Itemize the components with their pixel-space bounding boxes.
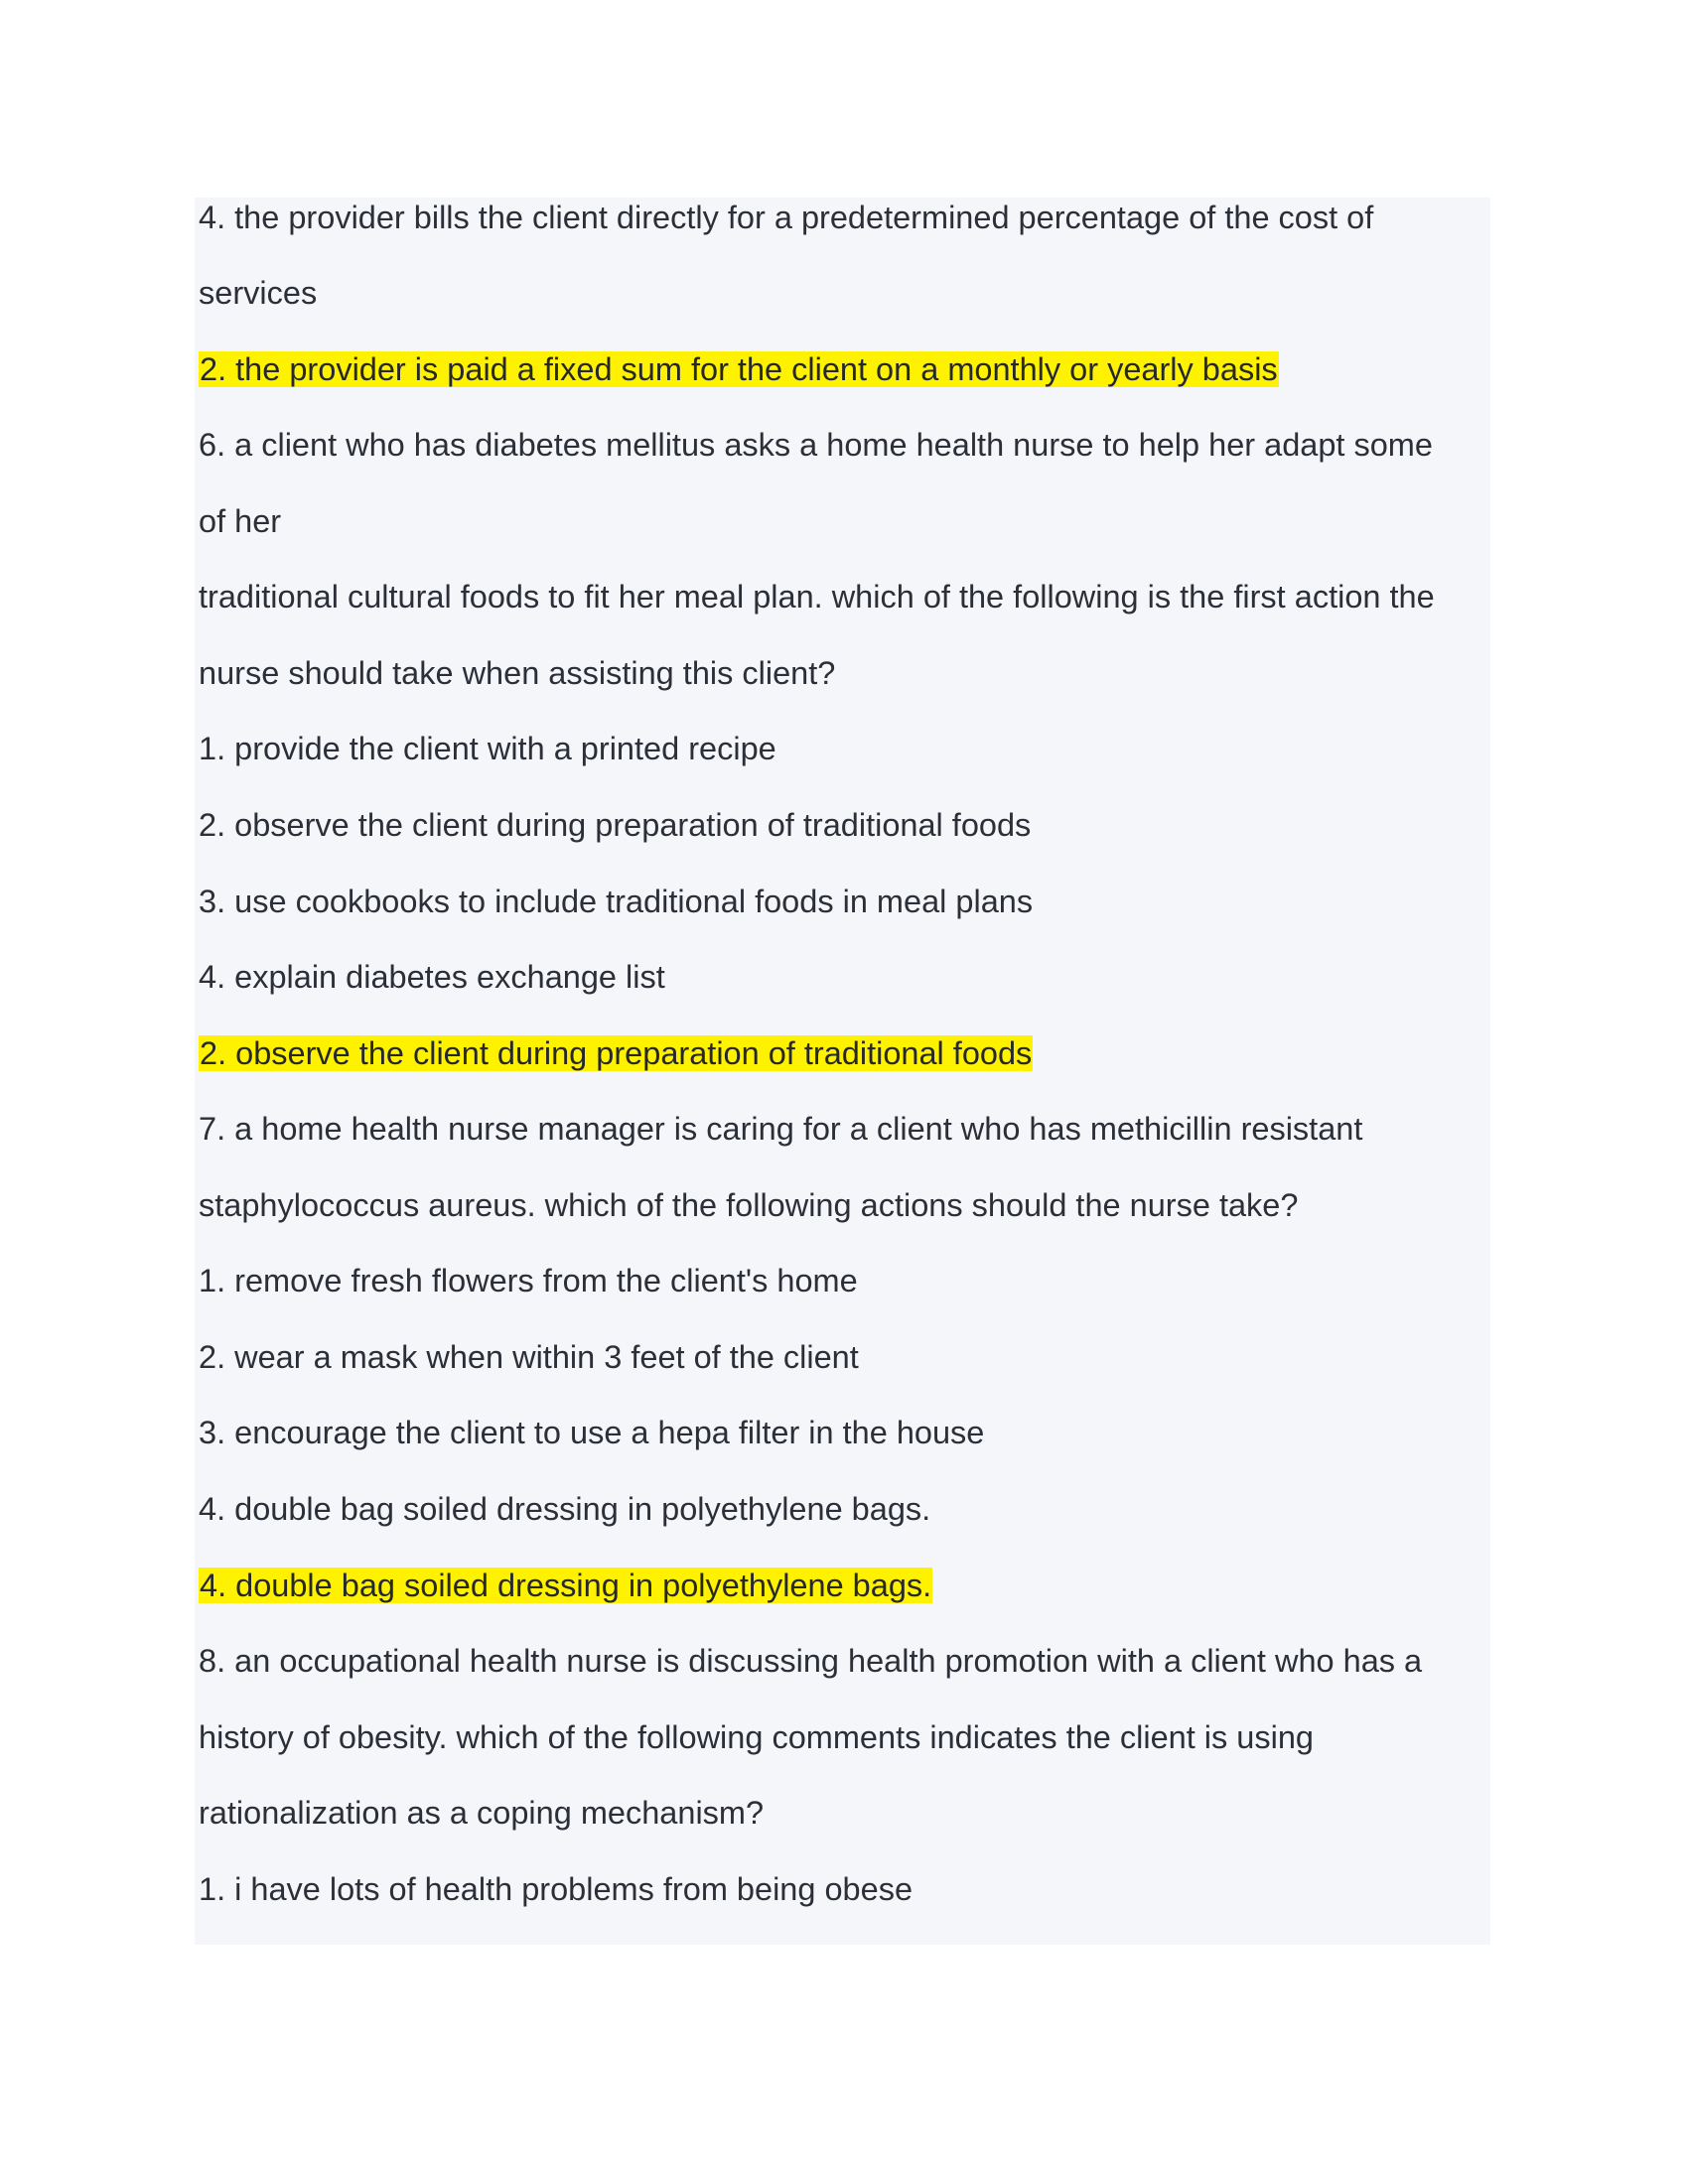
- highlighted-answer-text: 4. double bag soiled dressing in polyethylene bags.: [200, 1568, 932, 1603]
- question-7-line-2: [199, 1185, 1298, 1225]
- question-6-option-4: [199, 957, 665, 997]
- line-text: 2. wear a mask when within 3 feet of the client: [199, 1339, 859, 1375]
- line-text: traditional cultural foods to fit her meal plan. which of the following is the first action the: [199, 579, 1435, 614]
- question-7-option-4: [199, 1489, 930, 1529]
- line-text: 1. i have lots of health problems from being obese: [199, 1871, 914, 1907]
- question-7-option-3: [199, 1413, 984, 1452]
- question-8-line-3: [199, 1793, 764, 1833]
- question-8-line-2: [199, 1717, 1314, 1757]
- line-text: 3. use cookbooks to include traditional foods in meal plans: [199, 884, 1034, 919]
- highlighted-answer: [199, 1033, 1033, 1073]
- question-6-option-1: [199, 729, 776, 768]
- question-8-line-1: [199, 1641, 1422, 1681]
- line-text: services: [199, 275, 318, 311]
- line-text: 4. the provider bills the client directly for a predetermined percentage of the cost of: [199, 200, 1374, 235]
- question-6-line-1: [199, 425, 1433, 465]
- question-6-option-3: [199, 882, 1033, 921]
- line-text: 3. encourage the client to use a hepa filter in the house: [199, 1415, 985, 1450]
- question-8-option-1: [199, 1869, 913, 1909]
- line-text: 2. observe the client during preparation of traditional foods: [199, 807, 1032, 843]
- line-text: rationalization as a coping mechanism?: [199, 1795, 765, 1831]
- text-line-answer-option-4: [199, 198, 1373, 237]
- question-7-line-1: [199, 1109, 1362, 1149]
- question-7-option-2: [199, 1337, 859, 1377]
- line-text: 6. a client who has diabetes mellitus asks a home health nurse to help her adapt some: [199, 427, 1433, 463]
- line-text: 4. double bag soiled dressing in polyethylene bags.: [199, 1491, 931, 1527]
- question-6-line-3: [199, 577, 1435, 616]
- line-text: 4. explain diabetes exchange list: [199, 959, 665, 995]
- question-6-line-4: [199, 653, 835, 693]
- line-text: 1. provide the client with a printed recipe: [199, 731, 776, 766]
- text-line-continuation: [199, 273, 317, 313]
- line-text: history of obesity. which of the following comments indicates the client is using: [199, 1719, 1314, 1755]
- question-7-option-1: [199, 1261, 858, 1300]
- line-text: 8. an occupational health nurse is discussing health promotion with a client who has a: [199, 1643, 1423, 1679]
- line-text: of her: [199, 503, 282, 539]
- highlighted-answer-text: 2. the provider is paid a fixed sum for the client on a monthly or yearly basis: [200, 351, 1278, 387]
- line-text: staphylococcus aureus. which of the following actions should the nurse take?: [199, 1187, 1299, 1223]
- highlighted-answer: [199, 1566, 932, 1605]
- highlighted-answer: [199, 349, 1279, 389]
- highlighted-answer-text: 2. observe the client during preparation of traditional foods: [200, 1035, 1033, 1071]
- line-text: nurse should take when assisting this client?: [199, 655, 836, 691]
- question-6-line-2: [199, 501, 281, 541]
- line-text: 7. a home health nurse manager is caring for a client who has methicillin resistant: [199, 1111, 1363, 1147]
- line-text: 1. remove fresh flowers from the client's home: [199, 1263, 858, 1298]
- question-6-option-2: [199, 805, 1031, 845]
